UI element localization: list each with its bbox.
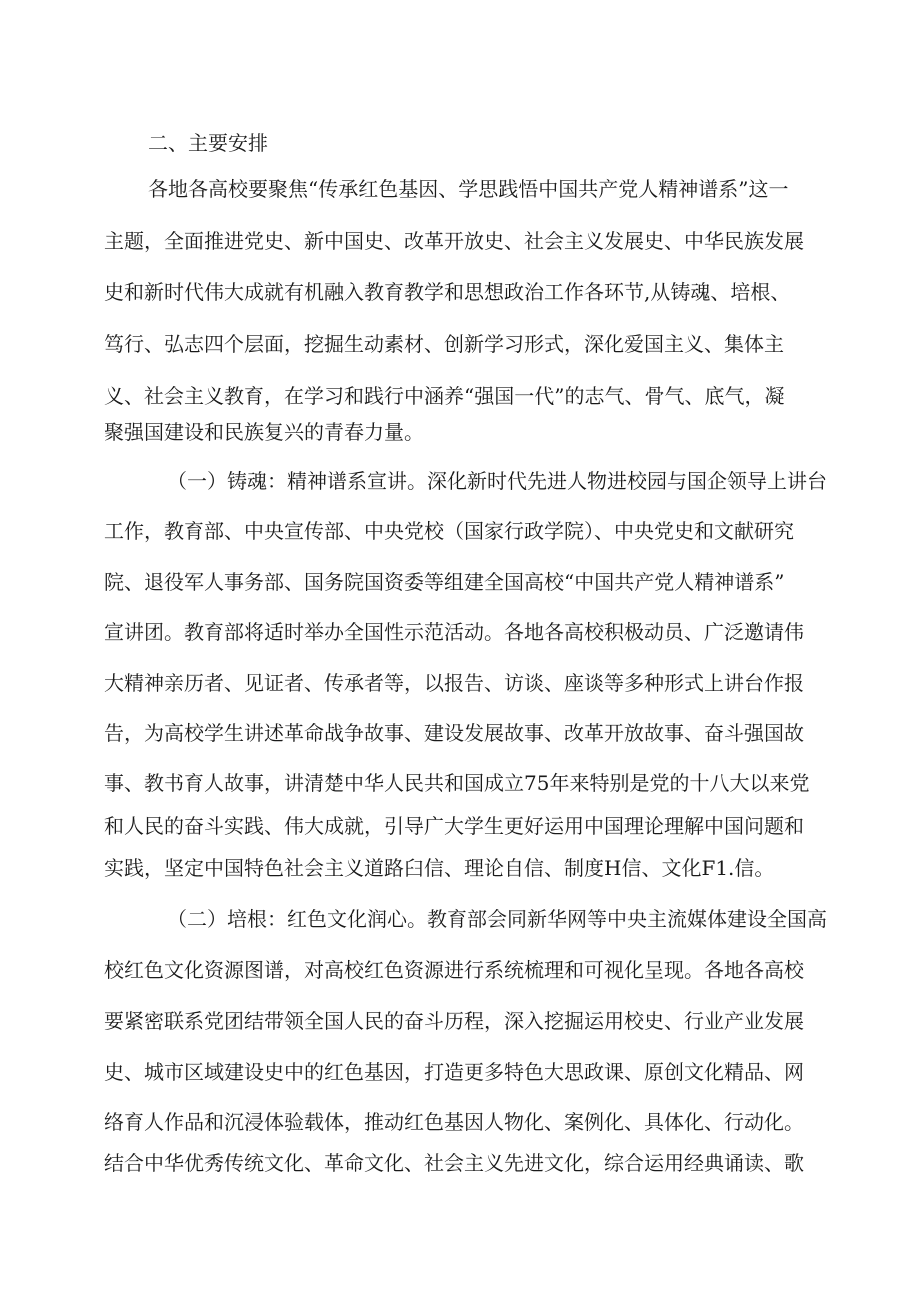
paragraph-line: 主题，全面推进党史、新中国史、改革开放史、社会主义发展史、中华民族发展: [104, 229, 804, 253]
paragraph-line: 事、教书育人故事，讲清楚中华人民共和国成立75年来特别是党的十八大以来党: [104, 771, 810, 795]
paragraph-line: （一）铸魂：精神谱系宣讲。深化新时代先进人物进校园与国企领导上讲台: [167, 469, 827, 493]
paragraph-line: 络育人作品和沉浸体验载体，推动红色基因人物化、案例化、具体化、行动化。: [104, 1110, 804, 1134]
paragraph-line: 院、退役军人事务部、国务院国资委等组建全国高校“中国共产党人精神谱系”: [104, 570, 785, 594]
paragraph-line: 宣讲团。教育部将适时举办全国性示范活动。各地各高校积极动员、广泛邀请伟: [104, 620, 804, 644]
paragraph-line: 和人民的奋斗实践、伟大成就，引导广大学生更好运用中国理论理解中国问题和: [104, 814, 804, 838]
paragraph-line: 工作，教育部、中央宣传部、中央党校（国家行政学院）、中央党史和文献研究: [104, 519, 794, 543]
paragraph-line: 实践，坚定中国特色社会主义道路臼信、理论自信、制度H信、文化F1.信。: [104, 856, 775, 880]
paragraph-line: 史和新时代伟大成就有机融入教育教学和思想政治工作各环节,从铸魂、培根、: [104, 280, 791, 304]
section-heading: 二、主要安排: [148, 131, 268, 155]
paragraph-line: 各地各高校要聚焦“传承红色基因、学思践悟中国共产党人精神谱系”这一: [148, 177, 789, 201]
paragraph-line: 义、社会主义教育，在学习和践行中涵养“强国一代”的志气、骨气、底气，凝: [104, 384, 785, 408]
paragraph-line: 校红色文化资源图谱，对高校红色资源进行系统梳理和可视化呈现。各地各高校: [104, 958, 804, 982]
paragraph-line: 要紧密联系党团结带领全国人民的奋斗历程，深入挖掘运用校史、行业产业发展: [104, 1009, 804, 1033]
paragraph-line: 大精神亲历者、见证者、传承者等，以报告、访谈、座谈等多种形式上讲台作报: [104, 671, 804, 695]
paragraph-line: 笃行、弘志四个层面，挖掘生动素材、创新学习形式，深化爱国主义、集体主: [104, 332, 784, 356]
paragraph-line: 告，为高校学生讲述革命战争故事、建设发展故事、改革开放故事、奋斗强国故: [104, 721, 804, 745]
paragraph-line: （二）培根：红色文化润心。教育部会同新华网等中央主流媒体建设全国高: [167, 907, 827, 931]
paragraph-line: 结合中华优秀传统文化、革命文化、社会主义先进文化，综合运用经典诵读、歌: [104, 1151, 804, 1175]
paragraph-line: 史、城市区域建设史中的红色基因，打造更多特色大思政课、原创文化精品、网: [104, 1060, 804, 1084]
paragraph-line: 聚强国建设和民族复兴的青春力量。: [104, 420, 424, 444]
